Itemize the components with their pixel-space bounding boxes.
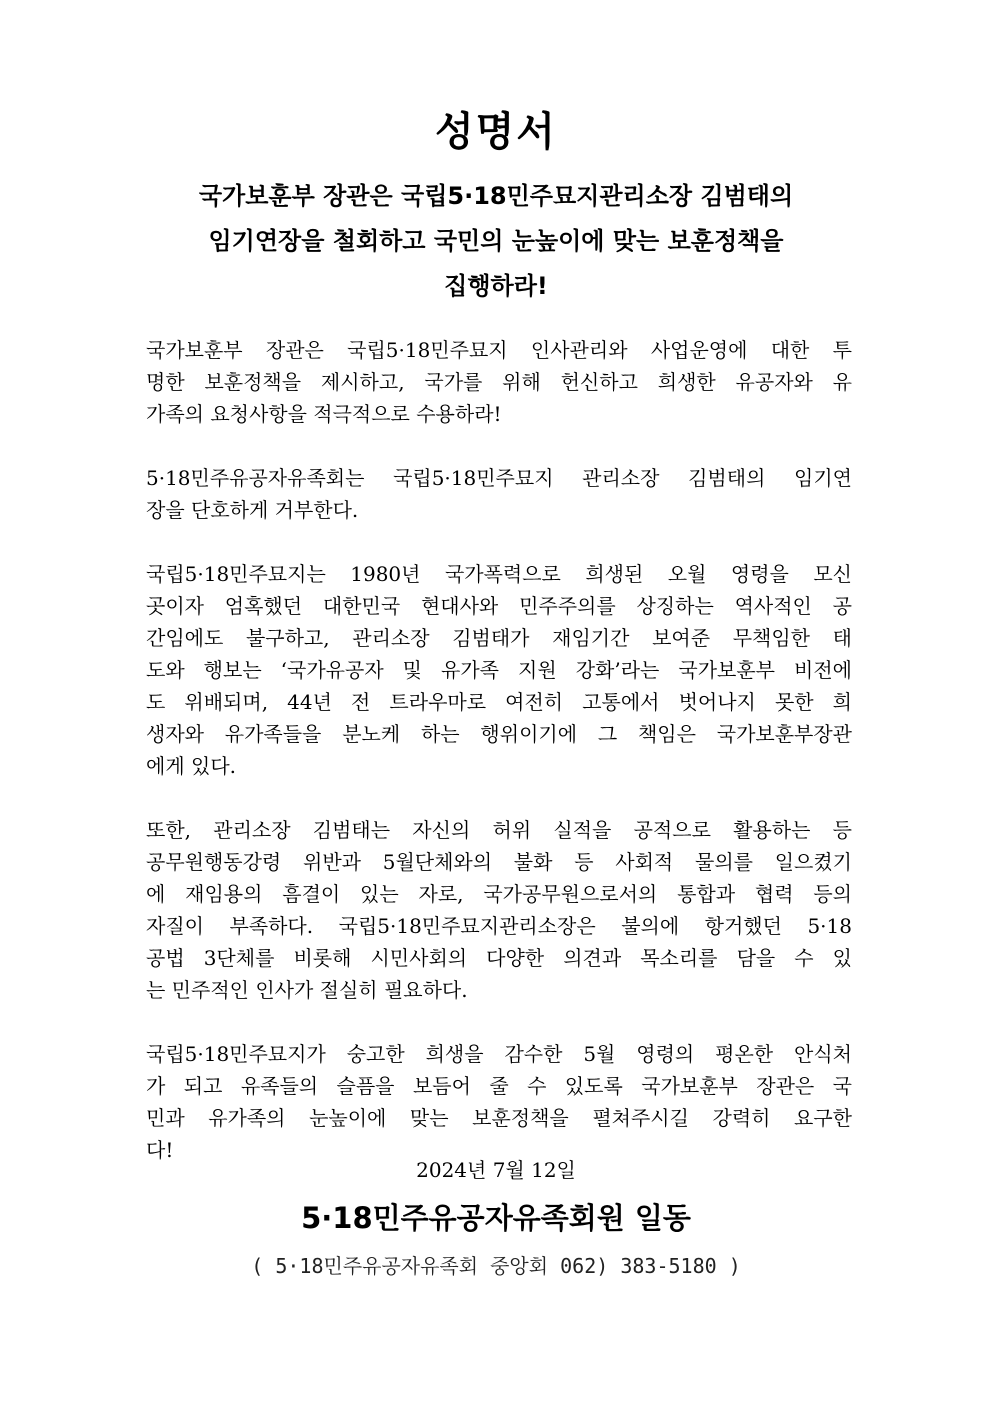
- statement-date: 2024년 7월 12일: [416, 1158, 576, 1182]
- paragraph-cemetery-significance: [146, 558, 852, 782]
- paragraph-refusal: [146, 462, 852, 526]
- document-title: 성명서: [435, 109, 557, 155]
- body-line: 생자와 유가족들을 분노케 하는 행위이기에 그 책임은 국가보훈부장관: [146, 722, 852, 746]
- body-line: 5·18민주유공자유족회는 국립5·18민주묘지 관리소장 김범태의 임기연: [146, 466, 852, 490]
- body-line: 국립5·18민주묘지가 숭고한 희생을 감수한 5월 영령의 평온한 안식처: [146, 1042, 852, 1066]
- body-line: 민과 유가족의 눈높이에 맞는 보훈정책을 펼쳐주시길 강력히 요구한: [146, 1106, 852, 1130]
- body-line: 또한, 관리소장 김범태는 자신의 허위 실적을 공적으로 활용하는 등: [146, 818, 852, 842]
- body-line: 가 되고 유족들의 슬픔을 보듬어 줄 수 있도록 국가보훈부 장관은 국: [146, 1074, 852, 1098]
- body-line: 장을 단호하게 거부한다.: [146, 498, 359, 522]
- body-line: 에게 있다.: [146, 754, 236, 778]
- paragraph-final-demand: [146, 1038, 852, 1166]
- body-line: 공무원행동강령 위반과 5월단체와의 불화 등 사회적 물의를 일으켰기: [146, 850, 852, 874]
- body-line: 가족의 요청사항을 적극적으로 수용하라!: [146, 402, 502, 426]
- headline: [146, 174, 846, 309]
- body-line: 에 재임용의 흠결이 있는 자로, 국가공무원으로서의 통합과 협력 등의: [146, 882, 852, 906]
- body-line: 다!: [146, 1138, 174, 1162]
- body-line: 국가보훈부 장관은 국립5·18민주묘지 인사관리와 사업운영에 대한 투: [146, 338, 852, 362]
- signatory: 5·18민주유공자유족회원 일동: [301, 1201, 691, 1235]
- statement-body: [146, 334, 852, 1198]
- headline-line: 임기연장을 철회하고 국민의 눈높이에 맞는 보훈정책을: [208, 227, 784, 255]
- body-line: 도 위배되며, 44년 전 트라우마로 여전히 고통에서 벗어나지 못한 희: [146, 690, 852, 714]
- body-line: 간임에도 불구하고, 관리소장 김범태가 재임기간 보여준 무책임한 태: [146, 626, 852, 650]
- body-line: 자질이 부족하다. 국립5·18민주묘지관리소장은 불의에 항거했던 5·18: [146, 914, 852, 938]
- body-line: 곳이자 엄혹했던 대한민국 현대사와 민주주의를 상징하는 역사적인 공: [146, 594, 853, 618]
- contact-info: ( 5·18민주유공자유족회 중앙회 062) 383-5180 ): [251, 1254, 741, 1278]
- body-line: 국립5·18민주묘지는 1980년 국가폭력으로 희생된 오월 영령을 모신: [146, 562, 852, 586]
- body-line: 명한 보훈정책을 제시하고, 국가를 위해 헌신하고 희생한 유공자와 유: [146, 370, 852, 394]
- body-line: 는 민주적인 인사가 절실히 필요하다.: [146, 978, 468, 1002]
- body-line: 공법 3단체를 비롯해 시민사회의 다양한 의견과 목소리를 담을 수 있: [146, 946, 852, 970]
- paragraph-misconduct: [146, 814, 852, 1006]
- headline-line: 국가보훈부 장관은 국립5·18민주묘지관리소장 김범태의: [198, 182, 794, 210]
- body-line: 도와 행보는 ‘국가유공자 및 유가족 지원 강화’라는 국가보훈부 비전에: [146, 658, 852, 682]
- headline-line: 집행하라!: [444, 272, 548, 300]
- paragraph-demand-policy: [146, 334, 852, 430]
